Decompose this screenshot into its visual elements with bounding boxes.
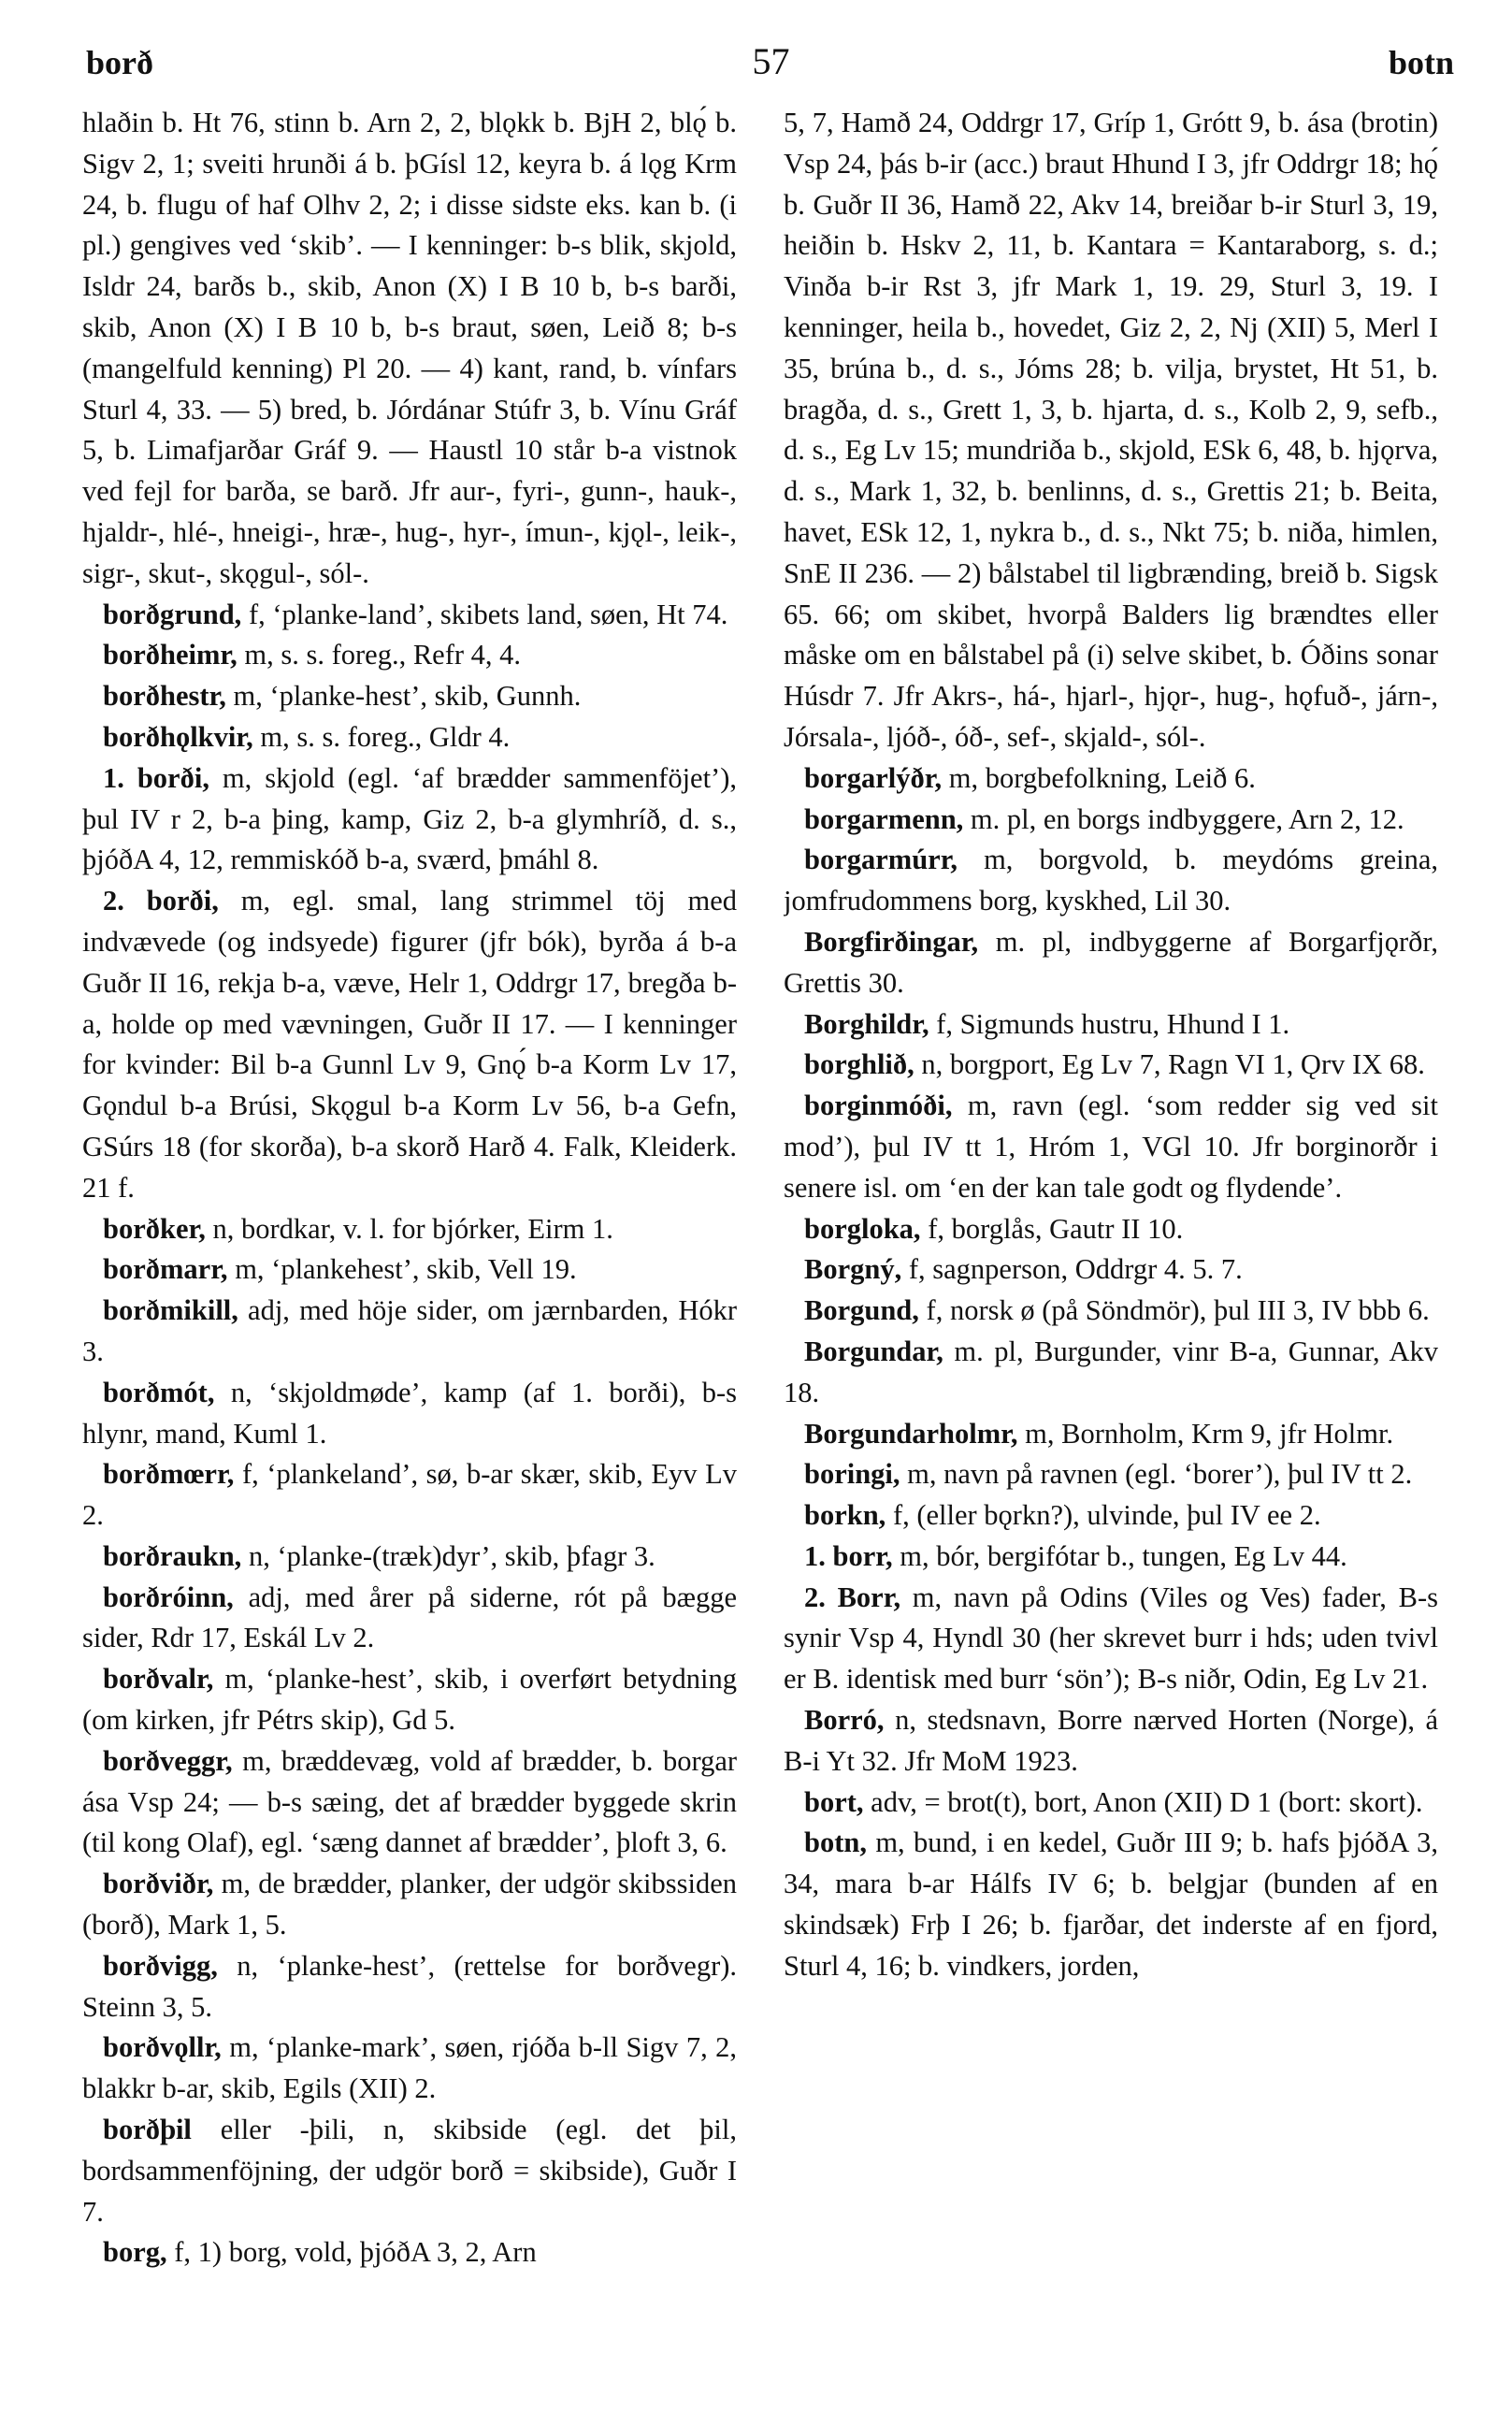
- entry-text: adj, med höje sider, om jærnbarden, Hókr 3.: [82, 1294, 737, 1367]
- entry-text: f, norsk ø (på Söndmör), þul III 3, IV bbb 6.: [926, 1294, 1430, 1327]
- entry-headword: borðmikill,: [103, 1294, 238, 1327]
- entry-text: m. pl, indbyggerne af Borgarfjǫrðr, Grettis 30.: [784, 925, 1438, 999]
- entry-text: hlaðin b. Ht 76, stinn b. Arn 2, 2, blǫkk b. BjH 2, blǫ́ b. Sigv 2, 1; sveiti hrunði á b. þGísl 12, keyra b. á lǫg Krm 24, b. flugu of haf Olhv 2, 2; i disse sidste eks. kan b. (i pl.) gengives ved ‘skib’. — I kenninger: b-s blik, skjold, Isldr 24, barðs b., skib, Anon (X) I B 10 b, b-s barði, skib, Anon (X) I B 10 b, b-s braut, søen, Leið 8; b-s (mangelfuld kenning) Pl 20. — 4) kant, rand, b. vínfars Sturl 4, 33. — 5) bred, b. Jórdánar Stúfr 3, b. Vínu Gráf 5, b. Limafjarðar Gráf 9. — Haustl 10 står b-a vistnok ved fejl for barða, se barð. Jfr aur-, fyri-, gunn-, hauk-, hjaldr-, hlé-, hneigi-, hræ-, hug-, hyr-, ímun-, kjǫl-, leik-, sigr-, skut-, skǫgul-, sól-.: [82, 107, 737, 589]
- dictionary-entry: [784, 1045, 1438, 1086]
- entry-text: m, bund, i en kedel, Guðr III 9; b. hafs þjóðA 3, 34, mara b-ar Hálfs IV 6; b. belgjar (bunden af en skindsæk) Frþ I 26; b. fjarðar, det inderste af en fjord, Sturl 4, 16; b. vindkers, jorden,: [784, 1826, 1438, 1982]
- entry-text: m, navn på ravnen (egl. ‘borer’), þul IV tt 2.: [907, 1458, 1413, 1491]
- entry-headword: Borgundar,: [804, 1335, 943, 1367]
- dictionary-entry: [82, 1373, 737, 1455]
- entry-text: m, ‘plankehest’, skib, Vell 19.: [235, 1253, 577, 1286]
- entry-headword: borðraukn,: [103, 1539, 242, 1572]
- dictionary-entry: [82, 2110, 737, 2232]
- dictionary-entry: [784, 922, 1438, 1004]
- entry-headword: borðmœrr,: [103, 1458, 235, 1491]
- dictionary-entry: [784, 800, 1438, 841]
- entry-text: adj, med årer på siderne, rót på bægge sider, Rdr 17, Eskál Lv 2.: [82, 1581, 737, 1654]
- dictionary-entry: [82, 635, 737, 676]
- entry-headword: Borgný,: [804, 1253, 902, 1286]
- entry-text: m, borgbefolkning, Leið 6.: [948, 761, 1256, 794]
- entry-text: n, ‘planke-hest’, (rettelse for borðvegr). Steinn 3, 5.: [82, 1949, 737, 2023]
- entry-text: f, (eller bǫrkn?), ulvinde, þul IV ee 2.: [892, 1499, 1321, 1532]
- entry-headword: 2. borði,: [103, 885, 219, 917]
- entry-text: m, egl. smal, lang strimmel töj med indvævede (og indsyede) figurer (jfr bók), byrða á b-a Guðr II 16, rekja b-a, væve, Helr 1, Oddrgr 17, bregða b-a, holde op med vævningen, Guðr II 17. — I kenninger for kvinder: Bil b-a Gunnl Lv 9, Gnǫ́ b-a Korm Lv 17, Gǫndul b-a Brúsi, Skǫgul b-a Korm Lv 56, b-a Gefn, GSúrs 18 (for skorða), b-a skorð Harð 4. Falk, Kleiderk. 21 f.: [82, 885, 737, 1204]
- dictionary-entry: [784, 1332, 1438, 1414]
- entry-text: f, ‘planke-land’, skibets land, søen, Ht 74.: [248, 598, 728, 630]
- dictionary-entry: [82, 1659, 737, 1741]
- entry-headword: boringi,: [804, 1458, 900, 1491]
- dictionary-entry: [784, 840, 1438, 922]
- dictionary-entry: [784, 1823, 1438, 1986]
- dictionary-entry: [82, 1454, 737, 1537]
- entry-text: m, navn på Odins (Viles og Ves) fader, B-s synir Vsp 4, Hyndl 30 (her skrevet burr i hds; uden tvivl er B. identisk med burr ‘sön’); B-s niðr, Odin, Eg Lv 21.: [784, 1581, 1438, 1696]
- entry-text: m. pl, Burgunder, vinr B-a, Gunnar, Akv 18.: [784, 1335, 1438, 1408]
- entry-text: m, Bornholm, Krm 9, jfr Holmr.: [1025, 1417, 1394, 1450]
- header-right-guideword: botn: [1388, 44, 1454, 81]
- dictionary-entry: [784, 1454, 1438, 1495]
- dictionary-entry: [784, 1537, 1438, 1578]
- entry-text: m. pl, en borgs indbyggere, Arn 2, 12.: [970, 802, 1404, 835]
- dictionary-entry: [784, 1783, 1438, 1824]
- entry-headword: borðmarr,: [103, 1253, 228, 1286]
- dictionary-entry: [82, 1209, 737, 1250]
- entry-text: m, ‘planke-hest’, skib, i overført betydning (om kirken, jfr Pétrs skip), Gd 5.: [82, 1663, 737, 1737]
- dictionary-entry: [82, 2232, 737, 2273]
- entry-text: f, borglås, Gautr II 10.: [928, 1212, 1184, 1245]
- entry-headword: botn,: [804, 1826, 867, 1859]
- entry-headword: Borgfirðingar,: [804, 925, 979, 958]
- entry-headword: bort,: [804, 1785, 864, 1818]
- entry-text: n, ‘planke-(træk)dyr’, skib, þfagr 3.: [248, 1539, 655, 1572]
- dictionary-entry: [784, 1086, 1438, 1208]
- entry-headword: 1. borr,: [804, 1539, 893, 1572]
- entry-headword: borðhǫlkvir,: [103, 720, 253, 753]
- dictionary-entry: [82, 1249, 737, 1291]
- entry-text: m, s. s. foreg., Gldr 4.: [260, 720, 511, 753]
- entry-headword: borghlið,: [804, 1048, 914, 1081]
- entry-headword: borðheimr,: [103, 639, 238, 671]
- entry-text: n, stedsnavn, Borre nærved Horten (Norge), á B-i Yt 32. Jfr MoM 1923.: [784, 1704, 1438, 1777]
- dictionary-entry: [82, 1537, 737, 1578]
- entry-headword: 1. borði,: [103, 761, 209, 794]
- entry-text: n, borgport, Eg Lv 7, Ragn VI 1, Ǫrv IX 68.: [921, 1048, 1425, 1081]
- dictionary-entry: [784, 1004, 1438, 1046]
- dictionary-entry: [82, 595, 737, 636]
- dictionary-entry: [82, 1864, 737, 1946]
- entry-headword: 2. Borr,: [804, 1581, 901, 1613]
- dictionary-entry: [82, 676, 737, 717]
- entry-headword: borðhestr,: [103, 680, 226, 713]
- entry-headword: borgloka,: [804, 1212, 921, 1245]
- dictionary-entry: [82, 881, 737, 1208]
- dictionary-entry: [784, 1249, 1438, 1291]
- entry-headword: borðgrund,: [103, 598, 242, 630]
- entry-headword: borgarmenn,: [804, 802, 964, 835]
- dictionary-entry: [784, 1209, 1438, 1250]
- entry-text: n, ‘skjoldmøde’, kamp (af 1. borði), b-s hlynr, mand, Kuml 1.: [82, 1376, 737, 1450]
- entry-headword: borðvǫllr,: [103, 2031, 222, 2064]
- left-column: [82, 103, 737, 2413]
- entry-headword: borðveggr,: [103, 1744, 233, 1777]
- dictionary-entry: [82, 1741, 737, 1864]
- entry-text: m, ‘planke-hest’, skib, Gunnh.: [233, 680, 582, 713]
- entry-continuation: [82, 103, 737, 595]
- entry-headword: borginmóði,: [804, 1090, 953, 1122]
- entry-headword: borðmót,: [103, 1376, 215, 1408]
- entry-headword: borkn,: [804, 1499, 886, 1532]
- entry-text: m, de brædder, planker, der udgör skibssiden (borð), Mark 1, 5.: [82, 1868, 737, 1941]
- entry-text: f, 1) borg, vold, þjóðA 3, 2, Arn: [174, 2236, 537, 2269]
- entry-text: m, ravn (egl. ‘som redder sig ved sit mod’), þul IV tt 1, Hróm 1, VGl 10. Jfr borginorðr i senere isl. om ‘en der kan tale godt og flydende’.: [784, 1090, 1438, 1204]
- entry-headword: Borgund,: [804, 1294, 919, 1327]
- dictionary-entry: [82, 1946, 737, 2028]
- entry-headword: Borró,: [804, 1704, 885, 1737]
- page-number: 57: [752, 40, 790, 82]
- entry-headword: borðviðr,: [103, 1868, 214, 1900]
- dictionary-entry: [784, 1578, 1438, 1700]
- entry-text: f, sagnperson, Oddrgr 4. 5. 7.: [908, 1253, 1243, 1286]
- entry-headword: borgarlýðr,: [804, 761, 943, 794]
- dictionary-entry: [82, 758, 737, 881]
- entry-continuation: [784, 103, 1438, 758]
- entry-headword: Borghildr,: [804, 1007, 929, 1040]
- entry-headword: borðker,: [103, 1212, 206, 1245]
- entry-headword: borgarmúrr,: [804, 844, 958, 876]
- entry-headword: borðróinn,: [103, 1581, 234, 1613]
- dictionary-entry: [784, 758, 1438, 800]
- entry-text: eller -þili, n, skibside (egl. det þil, bordsammenföjning, der udgör borð = skibside), Guðr I 7.: [82, 2114, 737, 2228]
- entry-headword: borðvigg,: [103, 1949, 218, 1982]
- entry-text: m, bræddevæg, vold af brædder, b. borgar ása Vsp 24; — b-s sæing, det af brædder byggede skrin (til kong Olaf), egl. ‘sæng dannet af brædder’, þloft 3, 6.: [82, 1744, 737, 1859]
- entry-text: m, skjold (egl. ‘af brædder sammenföjet’), þul IV r 2, b-a þing, kamp, Giz 2, b-a glymhríð, d. s., þjóðA 4, 12, remmiskóð b-a, sværd, þmáhl 8.: [82, 761, 737, 876]
- entry-text: f, Sigmunds hustru, Hhund I 1.: [936, 1007, 1290, 1040]
- entry-text: m, borgvold, b. meydóms greina, jomfrudommens borg, kyskhed, Lil 30.: [784, 844, 1438, 917]
- entry-headword: borðþil: [103, 2114, 192, 2146]
- dictionary-entry: [82, 1578, 737, 1660]
- dictionary-entry: [784, 1495, 1438, 1537]
- entry-text: 5, 7, Hamð 24, Oddrgr 17, Gríp 1, Grótt 9, b. ása (brotin) Vsp 24, þás b-ir (acc.) braut Hhund I 3, jfr Oddrgr 18; hǫ́ b. Guðr II 36, Hamð 22, Akv 14, breiðar b-ir Sturl 3, 19, heiðin b. Hskv 2, 11, b. Kantara = Kantaraborg, s. d.; Vinða b-ir Rst 3, jfr Mark 1, 19. 29, Sturl 3, 19. I kenninger, heila b., hovedet, Giz 2, 2, Nj (XII) 5, Merl I 35, brúna b., d. s., Jóms 28; b. vilja, brystet, Ht 51, b. bragða, d. s., Grett 1, 3, b. hjarta, d. s., Kolb 2, 9, sefb., d. s., Eg Lv 15; mundriða b., skjold, ESk 6, 48, b. hjǫrva, d. s., Mark 1, 32, b. benlinns, d. s., Grettis 21; b. Beita, havet, ESk 12, 1, nykra b., d. s., Nkt 75; b. niða, himlen, SnE II 236. — 2) bålstabel til ligbrænding, breið b. Sigsk 65. 66; om skibet, hvorpå Balders lig brændtes eller måske om en bålstabel på (i) selve skibet, b. Óðins sonar Húsdr 7. Jfr Akrs-, há-, hjarl-, hjǫr-, hug-, hǫfuð-, járn-, Jórsala-, ljóð-, óð-, sef-, skjald-, sól-.: [784, 107, 1438, 753]
- entry-text: m, bór, bergifótar b., tungen, Eg Lv 44.: [900, 1539, 1347, 1572]
- entry-headword: borg,: [103, 2236, 167, 2269]
- dictionary-entry: [784, 1291, 1438, 1332]
- header-left-guideword: borð: [86, 44, 153, 81]
- dictionary-entry: [82, 717, 737, 758]
- entry-headword: borðvalr,: [103, 1663, 214, 1696]
- entry-text: adv, = brot(t), bort, Anon (XII) D 1 (bort: skort).: [871, 1785, 1423, 1818]
- entry-text: m, ‘planke-mark’, søen, rjóða b-ll Sigv 7, 2, blakkr b-ar, skib, Egils (XII) 2.: [82, 2031, 737, 2105]
- dictionary-entry: [784, 1700, 1438, 1783]
- dictionary-entry: [784, 1414, 1438, 1455]
- entry-headword: Borgundarholmr,: [804, 1417, 1018, 1450]
- entry-text: m, s. s. foreg., Refr 4, 4.: [244, 639, 522, 671]
- dictionary-entry: [82, 2028, 737, 2110]
- right-column: [784, 103, 1438, 2413]
- entry-text: f, ‘plankeland’, sø, b-ar skær, skib, Eyv Lv 2.: [82, 1458, 737, 1532]
- dictionary-entry: [82, 1291, 737, 1373]
- entry-text: n, bordkar, v. l. for bjórker, Eirm 1.: [212, 1212, 613, 1245]
- page-header: [86, 39, 1454, 80]
